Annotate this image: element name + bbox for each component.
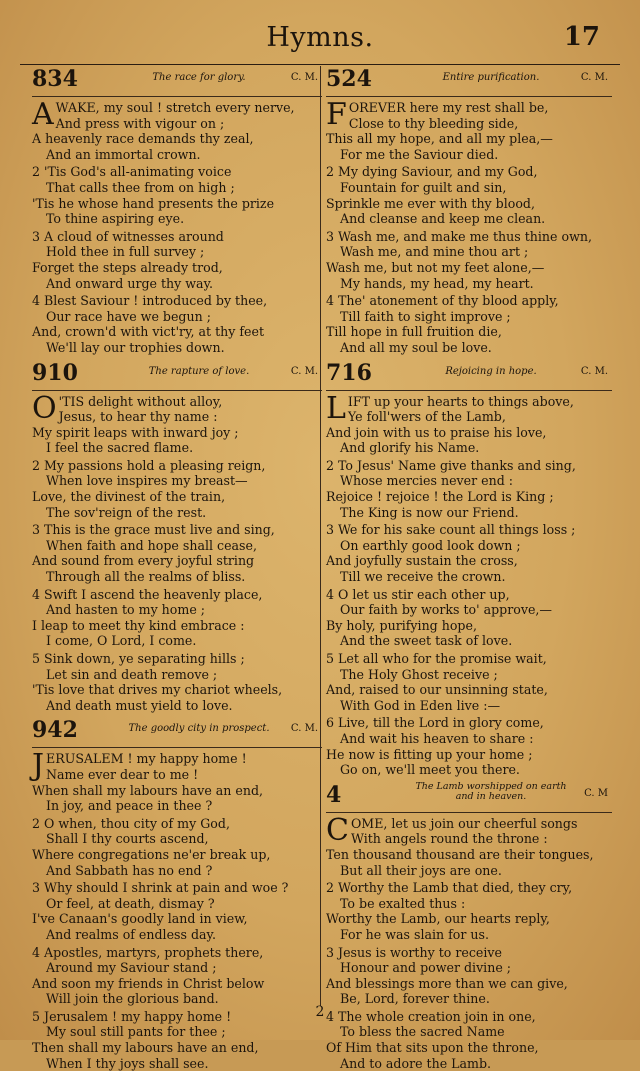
hymn-line: 4 O let us stir each other up, [326,586,510,602]
page-title: Hymns. [266,22,374,53]
hymn-line: Name ever dear to me ! [46,766,199,782]
hymn-line: Shall I thy courts ascend, [46,831,209,847]
hymn-line: Our faith by works to' approve,— [340,602,552,618]
hymn-line: Hold thee in full survey ; [46,244,205,260]
page-number: 17 [563,22,600,52]
stanza [326,812,612,878]
hymn-line: Where congregations ne'er break up, [32,846,271,862]
hymn-line: I come, O Lord, I come. [46,633,197,649]
stanza [326,587,612,649]
hymn-line: Honour and power divine ; [340,960,512,976]
hymn-meter: C. M. [290,72,318,83]
hymn-line: Through all the realms of bliss. [46,569,246,585]
hymn-line: 'Tis he whose hand presents the prize [32,195,275,211]
hymn-line: Forget the steps already trod, [32,259,223,275]
hymn-line: Till we receive the crown. [340,569,506,585]
hymn-line: And an immortal crown. [46,146,201,162]
hymn-line: ERUSALEM ! my happy home ! [46,751,247,767]
stanza [32,880,322,942]
hymn-line: And, crown'd with vict'ry, at thy feet [32,324,265,340]
hymn-meter: C. M [584,787,608,799]
hymn-line: My soul still pants for thee ; [46,1024,226,1040]
hymn-line: Go on, we'll meet you there. [340,762,520,778]
hymn-line: 4 Apostles, martyrs, prophets there, [32,944,264,960]
hymn [32,360,322,714]
hymn-line: And join with us to praise his love, [326,424,547,440]
hymn-title: Rejoicing in hope. [445,365,537,377]
hymn-line: For me the Saviour died. [340,146,499,162]
hymn-line: Wash me, and mine thou art ; [340,244,529,260]
hymn-line: Fountain for guilt and sin, [340,179,507,195]
hymn-line: 3 Why should I shrink at pain and woe ? [32,880,289,896]
hymn-line: Till faith to sight improve ; [340,308,511,324]
hymn [32,66,322,356]
hymn-line: But all their joys are one. [340,862,502,878]
drop-cap: C [326,812,349,848]
hymn-line: And sound from every joyful string [32,553,255,569]
hymn-line: IFT up your hearts to things above, [347,393,574,409]
right-column [326,66,612,1071]
stanza [326,390,612,456]
hymn-line: Be, Lord, forever thine. [340,991,490,1007]
hymn-line: 4 Blest Saviour ! introduced by thee, [32,293,268,309]
hymn-meter: C. M. [290,365,318,377]
hymn-title: The rapture of love. [148,365,250,377]
hymn-line: The sov'reign of the rest. [46,504,207,520]
hymn-header [326,66,612,97]
stanza [326,164,612,226]
hymn-line: 6 Live, till the Lord in glory come, [326,715,544,731]
hymn-header [32,360,322,391]
hymn-line: Jesus, to hear thy name : [58,409,218,425]
stanza [326,293,612,355]
hymn-header [326,782,612,813]
stanza [326,229,612,291]
hymn-line: 5 Jerusalem ! my happy home ! [32,1008,232,1024]
hymn-number: 834 [32,66,78,92]
hymn-line: 4 The' atonement of thy blood apply, [326,293,559,309]
hymn-line: Or feel, at death, dismay ? [46,895,215,911]
stanza [32,522,322,584]
hymn-line: Close to thy bleeding side, [348,115,519,131]
hymn-line: He now is fitting up your home ; [326,746,533,762]
printer-signature: 2 [315,1004,325,1020]
hymn-line: With angels round the throne : [350,831,548,847]
hymn-line: 3 A cloud of witnesses around [32,228,224,244]
stanza [326,97,612,162]
hymn-meter: C. M. [580,72,608,83]
hymn-line: And soon my friends in Christ below [32,975,265,991]
hymn-line: Sprinkle me ever with thy blood, [326,195,535,211]
hymn-line: 2 Worthy the Lamb that died, they cry, [326,880,573,896]
hymn-line: And press with vigour on ; [55,115,225,131]
hymn-line: 2 O when, thou city of my God, [32,815,230,831]
hymn-line: Love, the divinest of the train, [32,489,226,505]
hymn-line: To be exalted thus : [340,895,466,911]
hymn-line: With God in Eden live :— [340,697,501,713]
hymn-line: In joy, and peace in thee ? [46,798,213,814]
hymn-line: And all my soul be love. [340,339,492,355]
hymn-line: Worthy the Lamb, our hearts reply, [326,911,550,927]
hymn-line: 2 'Tis God's all-animating voice [32,164,232,180]
hymn-line: And blessings more than we can give, [326,975,568,991]
hymn-line: We'll lay our trophies down. [46,339,225,355]
hymn-number: 716 [326,359,372,386]
hymn-line: 2 My dying Saviour, and my God, [326,164,538,180]
hymn-number: 942 [32,717,78,744]
hymn-line: 3 Wash me, and make me thus thine own, [326,228,592,244]
hymn-line: This all my hope, and all my plea,— [326,131,553,147]
hymn-line: A heavenly race demands thy zeal, [32,131,254,147]
stanza [32,945,322,1007]
stanza [32,229,322,291]
hymn-line: Wash me, but not my feet alone,— [326,259,545,275]
hymn-line: 3 We for his sake count all things loss ; [326,522,576,538]
hymn-line: 2 My passions hold a pleasing reign, [32,457,266,473]
stanza [32,293,322,355]
hymn-line: OREVER here my rest shall be, [348,100,549,115]
hymn-line: For he was slain for us. [340,926,489,942]
hymn-number: 910 [32,359,78,386]
hymn-line: My spirit leaps with inward joy ; [32,424,239,440]
hymn-line: And wait his heaven to share : [340,730,534,746]
hymn-line: 3 This is the grace must live and sing, [32,522,275,538]
hymn-line: To thine aspiring eye. [46,211,185,227]
hymn-line: Till hope in full fruition die, [326,324,502,340]
hymn-line: And the sweet task of love. [340,633,513,649]
hymn-line: Ten thousand thousand are their tongues, [326,846,594,862]
hymn-line: Rejoice ! rejoice ! the Lord is King ; [326,489,554,505]
hymn-line: And death must yield to love. [46,697,233,713]
hymn-line: And to adore the Lamb. [340,1055,492,1071]
drop-cap: A [32,97,54,132]
hymn-line: When love inspires my breast— [46,473,248,489]
hymn-line: Ye foll'wers of the Lamb, [347,409,506,425]
hymn-line: 3 Jesus is worthy to receive [326,944,502,960]
left-column [32,66,322,1071]
stanza [326,651,612,713]
hymn [326,66,612,356]
hymn-title: The race for glory. [152,72,246,83]
hymn-header [326,360,612,391]
stanza [32,458,322,520]
hymn-title: Entire purification. [442,72,540,83]
hymn-line: And, raised to our unsinning state, [326,682,548,698]
stanza [326,880,612,942]
hymn [326,782,612,1071]
hymn-line: By holy, purifying hope, [326,617,477,633]
hymn-line: I leap to meet thy kind embrace : [32,617,245,633]
stanza [32,651,322,713]
hymn-line: And Sabbath has no end ? [46,862,213,878]
hymn-line: And glorify his Name. [340,440,480,456]
hymn-line: When I thy joys shall see. [46,1055,209,1071]
stanza [326,715,612,777]
hymn-line: WAKE, my soul ! stretch every nerve, [55,100,295,115]
hymn-line: The Holy Ghost receive ; [340,666,498,682]
hymn-line: 5 Let all who for the promise wait, [326,651,547,666]
hymn-line: And cleanse and keep me clean. [340,211,546,227]
stanza [32,97,322,162]
stanza [32,748,322,814]
stanza [32,390,322,456]
hymn-line: 5 Sink down, ye separating hills ; [32,651,245,666]
hymn-line: Will join the glorious band. [46,991,219,1007]
hymn-line: OME, let us join our cheerful songs [350,815,578,831]
drop-cap: L [326,390,346,426]
stanza [32,164,322,226]
drop-cap: F [326,97,347,132]
hymn [326,360,612,778]
hymn-line: 4 The whole creation join in one, [326,1008,536,1024]
hymn-line: And hasten to my home ; [46,602,206,618]
stanza [326,522,612,584]
hymn-line: I feel the sacred flame. [46,440,194,456]
drop-cap: O [32,390,57,426]
hymn-line: And onward urge thy way. [46,275,214,291]
hymn-line: When faith and hope shall cease, [46,537,257,553]
stanza [326,945,612,1007]
hymn-title: The Lamb worshipped on earth and in heaven. [415,780,567,802]
hymn-line: My hands, my head, my heart. [340,275,534,291]
hymn-line: Then shall my labours have an end, [32,1040,259,1056]
hymn-meter: C. M. [290,723,318,735]
stanza [32,587,322,649]
hymn-line: I've Canaan's goodly land in view, [32,911,248,927]
hymn-line: The King is now our Friend. [340,504,519,520]
hymn-line: 4 Swift I ascend the heavenly place, [32,586,263,602]
hymn-line: 'TIS delight without alloy, [58,393,223,409]
hymn-line: Around my Saviour stand ; [46,960,217,976]
hymn-header [32,717,322,748]
hymn-line: Let sin and death remove ; [46,666,218,682]
hymn-meter: C. M. [580,365,608,377]
hymn-line: And realms of endless day. [46,926,216,942]
stanza [32,816,322,878]
hymn-line: On earthly good look down ; [340,537,521,553]
hymn-header [32,66,322,97]
column-divider [320,66,321,1006]
hymn-line: Our race have we begun ; [46,308,211,324]
hymn-line: And joyfully sustain the cross, [326,553,518,569]
drop-cap: J [32,748,45,784]
hymn-line: Of Him that sits upon the throne, [326,1040,539,1056]
page-header [20,18,620,65]
hymn-line: That calls thee from on high ; [46,179,235,195]
hymn-line: Whose mercies never end : [340,473,513,489]
hymn-line: 2 To Jesus' Name give thanks and sing, [326,457,576,473]
hymn-number: 524 [326,66,372,92]
stanza [326,458,612,520]
hymn-title: The goodly city in prospect. [128,723,270,735]
hymn-line: To bless the sacred Name [340,1024,505,1040]
hymn-number: 4 [326,781,342,808]
hymn-line: 'Tis love that drives my chariot wheels, [32,682,283,698]
hymn-line: When shall my labours have an end, [32,782,264,798]
